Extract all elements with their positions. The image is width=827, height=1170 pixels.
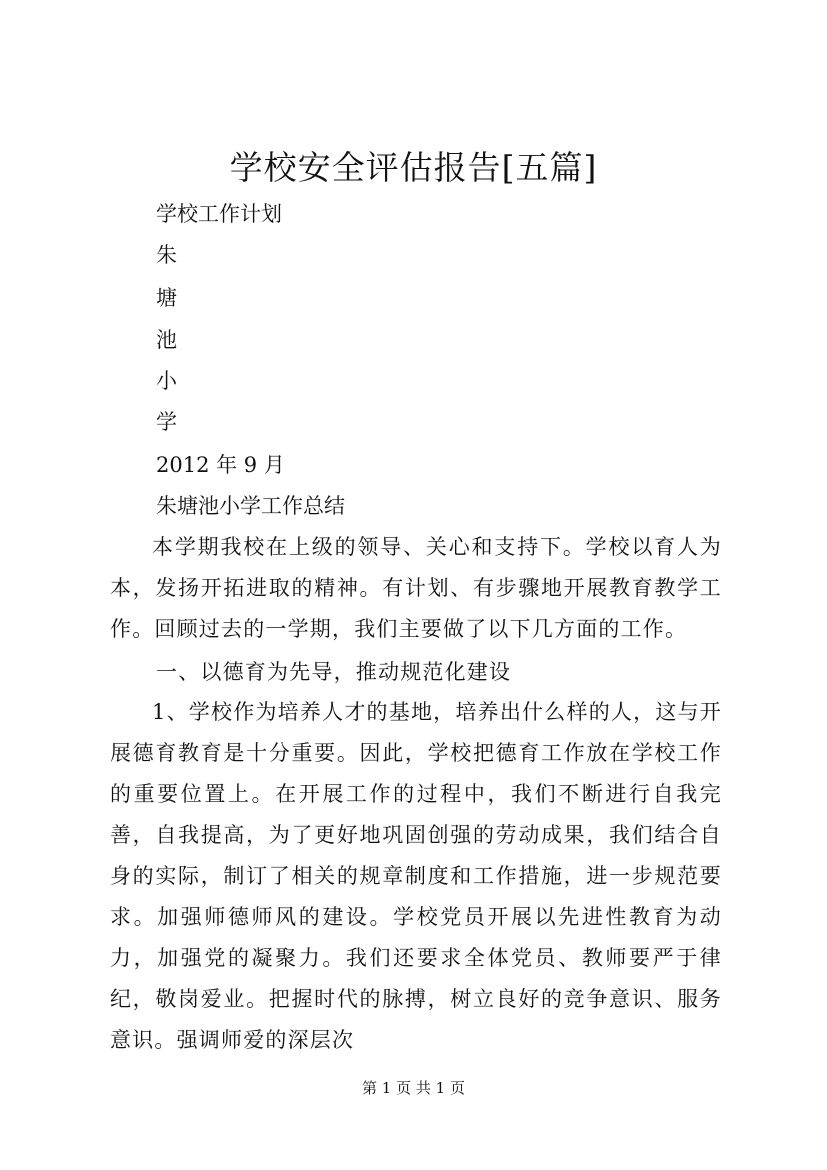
summary-title: 朱塘池小学工作总结 xyxy=(156,494,345,518)
section-heading: 一、以德育为先导，推动规范化建设 xyxy=(156,660,512,684)
body-paragraph-text: 1、学校作为培养人才的基地，培养出什么样的人，这与开展德育教育是十分重要。因此，学校把德育工作放在学校工作的重要位置上。在开展工作的过程中，我们不断进行自我完善，自我提高，为了更好地巩固创强的劳动成果，我们结合自身的实际，制订了相关的规章制度和工作措施，进一步规范要求。加强师德师风的建设。学校党员开展以先进性教育为动力，加强党的凝聚力。我们还要求全体党员、教师要严于律纪，敬岗爱业。把握时代的脉搏，树立良好的竞争意识、服务意识。强调师爱的深层次 xyxy=(110,700,722,1052)
name-char-2: 塘 xyxy=(156,286,177,310)
body-paragraph xyxy=(110,692,722,1061)
subtitle: 学校工作计划 xyxy=(156,202,282,226)
intro-paragraph-text: 本学期我校在上级的领导、关心和支持下。学校以育人为本，发扬开拓进取的精神。有计划、有步骤地开展教育教学工作。回顾过去的一学期，我们主要做了以下几方面的工作。 xyxy=(110,535,722,641)
page-footer: 第 1 页 共 1 页 xyxy=(362,1079,465,1097)
name-char-4: 小 xyxy=(156,369,177,393)
document-date: 2012 年 9 月 xyxy=(156,453,285,477)
name-char-3: 池 xyxy=(156,328,177,352)
name-char-5: 学 xyxy=(156,410,177,434)
name-char-1: 朱 xyxy=(156,243,177,267)
intro-paragraph xyxy=(110,527,722,650)
document-title: 学校安全评估报告[五篇] xyxy=(229,148,598,187)
